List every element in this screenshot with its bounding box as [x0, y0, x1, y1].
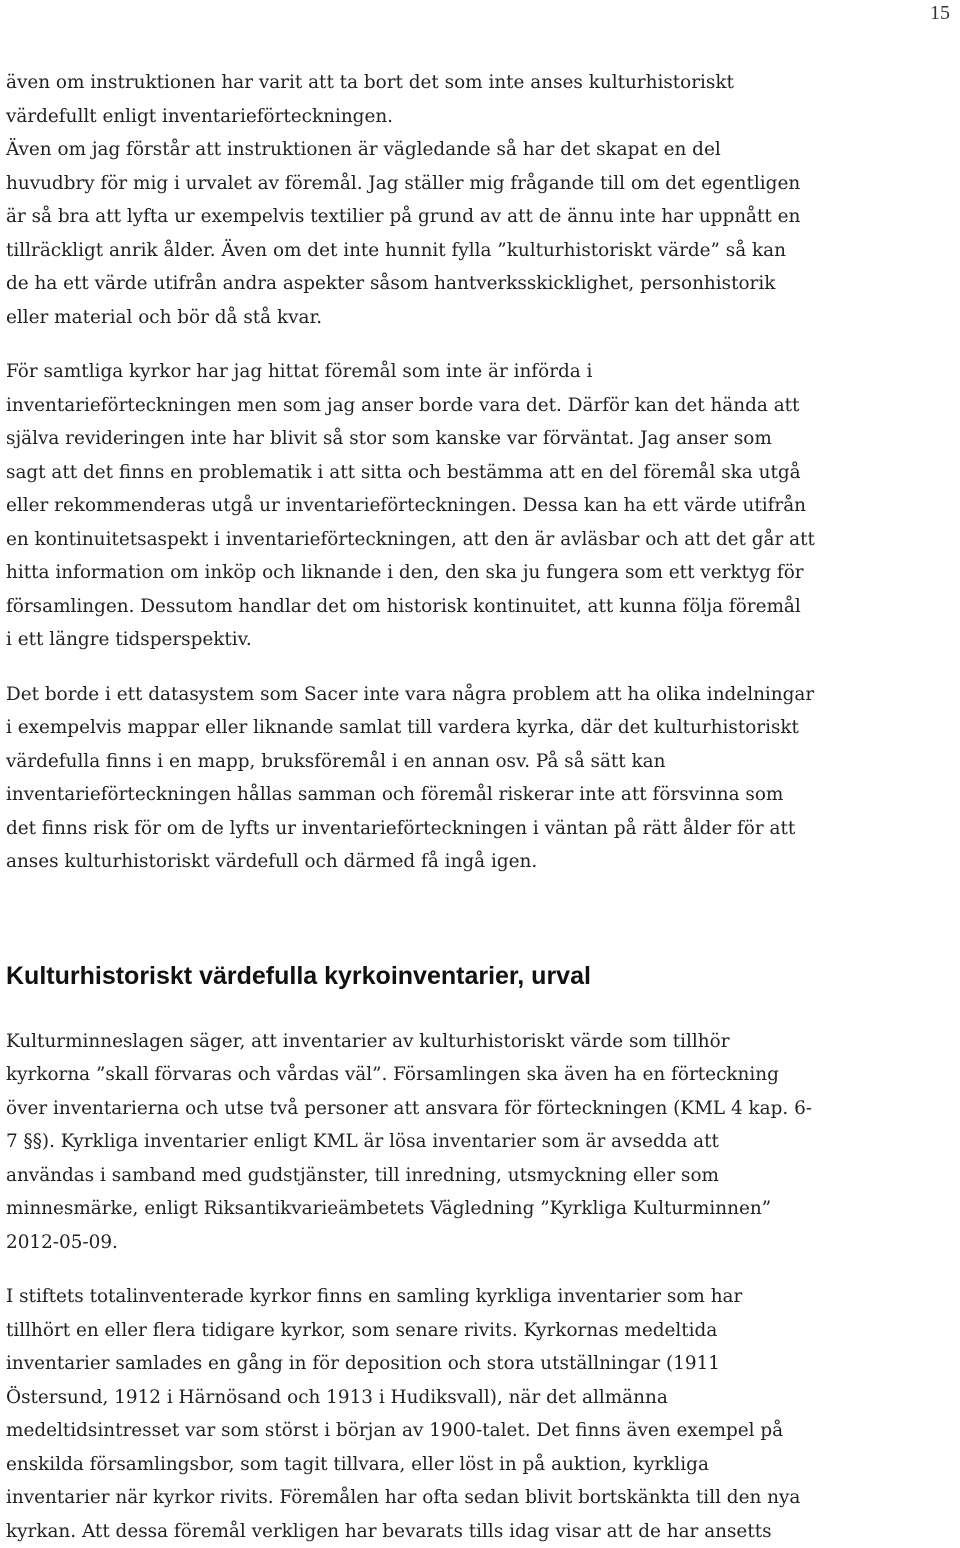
section-heading: Kulturhistoriskt värdefulla kyrkoinventarier, urval: [6, 961, 956, 991]
paragraph: [6, 355, 956, 657]
text-line: det finns risk för om de lyfts ur inventarieförteckningen i väntan på rätt ålder för att: [6, 812, 956, 846]
text-line: inventarieförteckningen hållas samman och föremål riskerar inte att försvinna som: [6, 778, 956, 812]
text-line: inventarier när kyrkor rivits. Föremålen har ofta sedan blivit bortskänkta till den nya: [6, 1481, 956, 1515]
page-number: 15: [930, 2, 950, 25]
text-line: en kontinuitetsaspekt i inventarieförteckningen, att den är avläsbar och att det går att: [6, 523, 956, 557]
text-line: medeltidsintresset var som störst i början av 1900-talet. Det finns även exempel på: [6, 1414, 956, 1448]
text-line: tillräckligt anrik ålder. Även om det inte hunnit fylla ”kulturhistoriskt värde” så kan: [6, 234, 956, 268]
text-line: enskilda församlingsbor, som tagit tillvara, eller löst in på auktion, kyrkliga: [6, 1448, 956, 1482]
text-line: över inventarierna och utse två personer att ansvara för förteckningen (KML 4 kap. 6-: [6, 1092, 956, 1126]
section-spacer: [6, 879, 956, 961]
text-line: i ett längre tidsperspektiv.: [6, 623, 956, 657]
text-line: eller material och bör då stå kvar.: [6, 301, 956, 335]
text-line: 2012-05-09.: [6, 1226, 956, 1260]
text-line: inventarier samlades en gång in för deposition och stora utställningar (1911: [6, 1347, 956, 1381]
text-line: Kulturminneslagen säger, att inventarier av kulturhistoriskt värde som tillhör: [6, 1025, 956, 1059]
text-line: användas i samband med gudstjänster, till inredning, utsmyckning eller som: [6, 1159, 956, 1193]
text-line: kyrkan. Att dessa föremål verkligen har bevarats tills idag visar att de har ansetts: [6, 1515, 956, 1548]
paragraph-spacer: [6, 334, 956, 355]
text-line: församlingen. Dessutom handlar det om historisk kontinuitet, att kunna följa föremål: [6, 590, 956, 624]
heading-spacer: [6, 991, 956, 1025]
text-line: huvudbry för mig i urvalet av föremål. Jag ställer mig frågande till om det egentligen: [6, 167, 956, 201]
paragraph-spacer: [6, 657, 956, 678]
text-line: I stiftets totalinventerade kyrkor finns en samling kyrkliga inventarier som har: [6, 1280, 956, 1314]
text-line: inventarieförteckningen men som jag anser borde vara det. Därför kan det hända att: [6, 389, 956, 423]
text-line: är så bra att lyfta ur exempelvis textilier på grund av att de ännu inte har uppnått en: [6, 200, 956, 234]
text-line: värdefullt enligt inventarieförteckningen.: [6, 100, 956, 134]
text-line: kyrkorna ”skall förvaras och vårdas väl”. Församlingen ska även ha en förteckning: [6, 1058, 956, 1092]
text-line: Även om jag förstår att instruktionen är vägledande så har det skapat en del: [6, 133, 956, 167]
text-line: eller rekommenderas utgå ur inventarieförteckningen. Dessa kan ha ett värde utifrån: [6, 489, 956, 523]
text-line: hitta information om inköp och liknande i den, den ska ju fungera som ett verktyg för: [6, 556, 956, 590]
text-line: minnesmärke, enligt Riksantikvarieämbetets Vägledning ”Kyrkliga Kulturminnen”: [6, 1192, 956, 1226]
paragraph-spacer: [6, 1259, 956, 1280]
text-line: sagt att det finns en problematik i att sitta och bestämma att en del föremål ska utgå: [6, 456, 956, 490]
text-line: För samtliga kyrkor har jag hittat föremål som inte är införda i: [6, 355, 956, 389]
text-line: i exempelvis mappar eller liknande samlat till vardera kyrka, där det kulturhistoriskt: [6, 711, 956, 745]
document-body: [6, 66, 956, 1548]
text-line: 7 §§). Kyrkliga inventarier enligt KML är lösa inventarier som är avsedda att: [6, 1125, 956, 1159]
paragraph: [6, 1280, 956, 1548]
text-line: värdefulla finns i en mapp, bruksföremål i en annan osv. På så sätt kan: [6, 745, 956, 779]
text-line: tillhört en eller flera tidigare kyrkor, som senare rivits. Kyrkornas medeltida: [6, 1314, 956, 1348]
paragraph: [6, 678, 956, 879]
text-line: även om instruktionen har varit att ta bort det som inte anses kulturhistoriskt: [6, 66, 956, 100]
text-line: Östersund, 1912 i Härnösand och 1913 i Hudiksvall), när det allmänna: [6, 1381, 956, 1415]
paragraph: [6, 66, 956, 334]
text-line: de ha ett värde utifrån andra aspekter såsom hantverksskicklighet, personhistorik: [6, 267, 956, 301]
text-line: anses kulturhistoriskt värdefull och därmed få ingå igen.: [6, 845, 956, 879]
paragraph: [6, 1025, 956, 1260]
text-line: själva revideringen inte har blivit så stor som kanske var förväntat. Jag anser som: [6, 422, 956, 456]
text-line: Det borde i ett datasystem som Sacer inte vara några problem att ha olika indelningar: [6, 678, 956, 712]
